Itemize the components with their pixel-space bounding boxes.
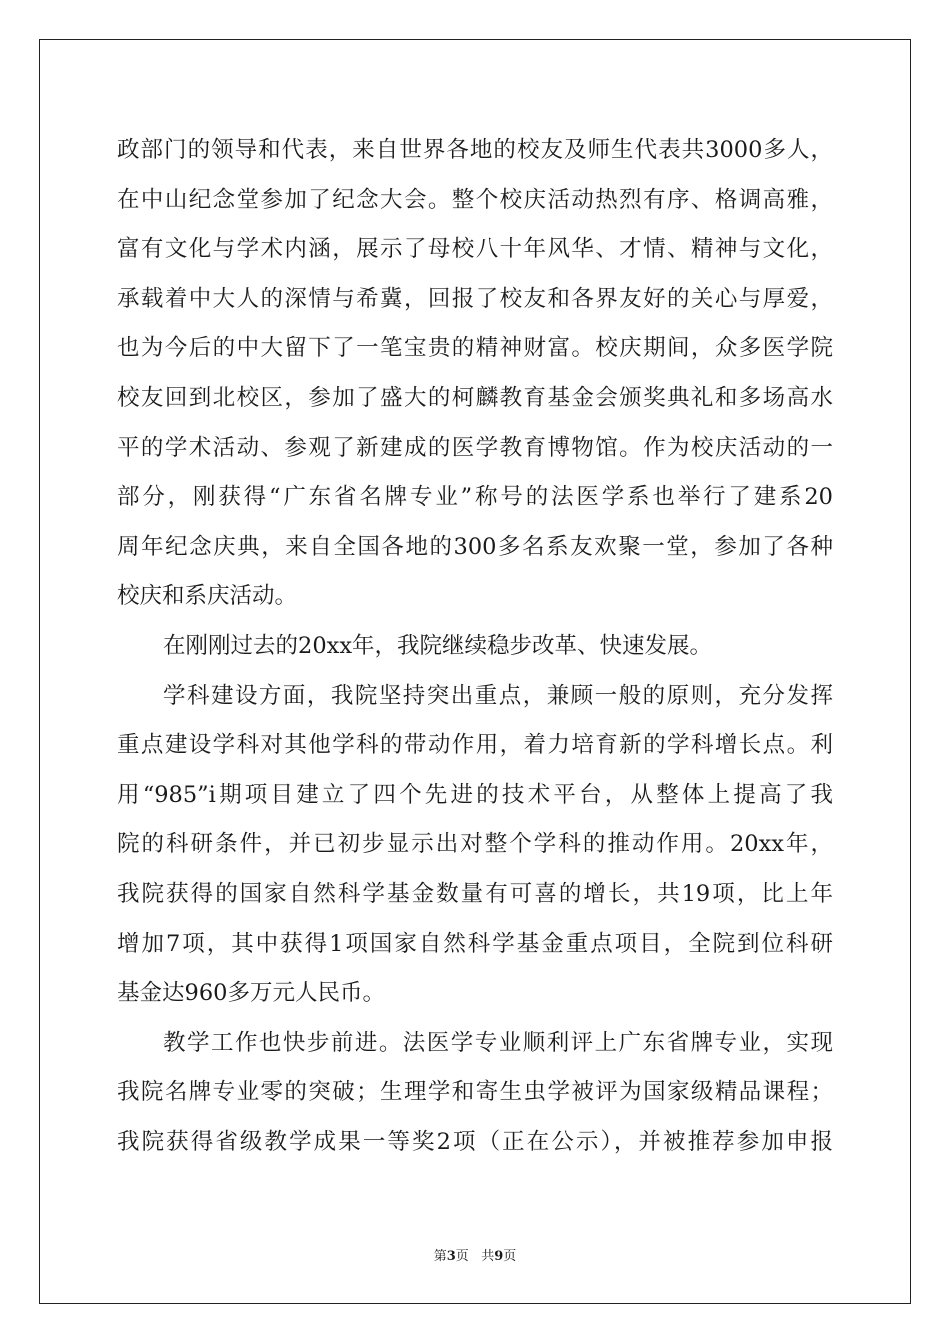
text-line: 平的学术活动、参观了新建成的医学教育博物馆。作为校庆活动的一 (117, 434, 833, 461)
page-footer (0, 1245, 950, 1264)
text-line: 我院获得省级教学成果一等奖2项（正在公示），并被推荐参加申报 (117, 1128, 833, 1155)
text-line: 基金达960多万元人民币。 (117, 980, 385, 1007)
paragraph (117, 1019, 833, 1168)
text-line: 政部门的领导和代表，来自世界各地的校友及师生代表共3000多人， (117, 137, 833, 163)
page-suffix: 页 (455, 1249, 469, 1264)
text-line: 在刚刚过去的20xx年，我院继续稳步改革、快速发展。 (163, 632, 713, 659)
text-line: 重点建设学科对其他学科的带动作用，着力培育新的学科增长点。利 (117, 732, 833, 759)
total-prefix: 共 (481, 1249, 495, 1264)
text-line: 院的科研条件，并已初步显示出对整个学科的推动作用。20xx年， (117, 831, 833, 858)
text-line: 周年纪念庆典，来自全国各地的300多名系友欢聚一堂，参加了各种 (117, 533, 833, 560)
text-line: 在中山纪念堂参加了纪念大会。整个校庆活动热烈有序、格调高雅， (117, 186, 833, 213)
paragraph (117, 622, 833, 672)
text-line: 教学工作也快步前进。法医学专业顺利评上广东省牌专业，实现 (163, 1029, 833, 1056)
text-line: 用“985”i期项目建立了四个先进的技术平台，从整体上提高了我 (117, 781, 833, 808)
text-line: 我院名牌专业零的突破；生理学和寄生虫学被评为国家级精品课程； (117, 1079, 833, 1106)
paragraph (117, 672, 833, 1019)
paragraph (117, 126, 833, 622)
text-line: 富有文化与学术内涵，展示了母校八十年风华、才情、精神与文化， (117, 236, 833, 263)
text-line: 学科建设方面，我院坚持突出重点，兼顾一般的原则，充分发挥 (163, 682, 833, 709)
total-pages: 9 (494, 1249, 504, 1264)
document-body (117, 126, 833, 1167)
text-line: 校庆和系庆活动。 (117, 583, 298, 610)
page-number: 3 (446, 1249, 456, 1264)
text-line: 我院获得的国家自然科学基金数量有可喜的增长，共19项，比上年 (117, 880, 833, 907)
text-line: 增加7项，其中获得1项国家自然科学基金重点项目，全院到位科研 (117, 930, 833, 957)
text-line: 校友回到北校区，参加了盛大的柯麟教育基金会颁奖典礼和多场高水 (117, 384, 833, 411)
text-line: 也为今后的中大留下了一笔宝贵的精神财富。校庆期间，众多医学院 (117, 335, 833, 362)
text-line: 部分，刚获得“广东省名牌专业”称号的法医学系也举行了建系20 (117, 484, 833, 511)
page-prefix: 第 (433, 1249, 447, 1264)
text-line: 承载着中大人的深情与希冀，回报了校友和各界友好的关心与厚爱， (117, 285, 833, 312)
total-suffix: 页 (503, 1249, 517, 1264)
